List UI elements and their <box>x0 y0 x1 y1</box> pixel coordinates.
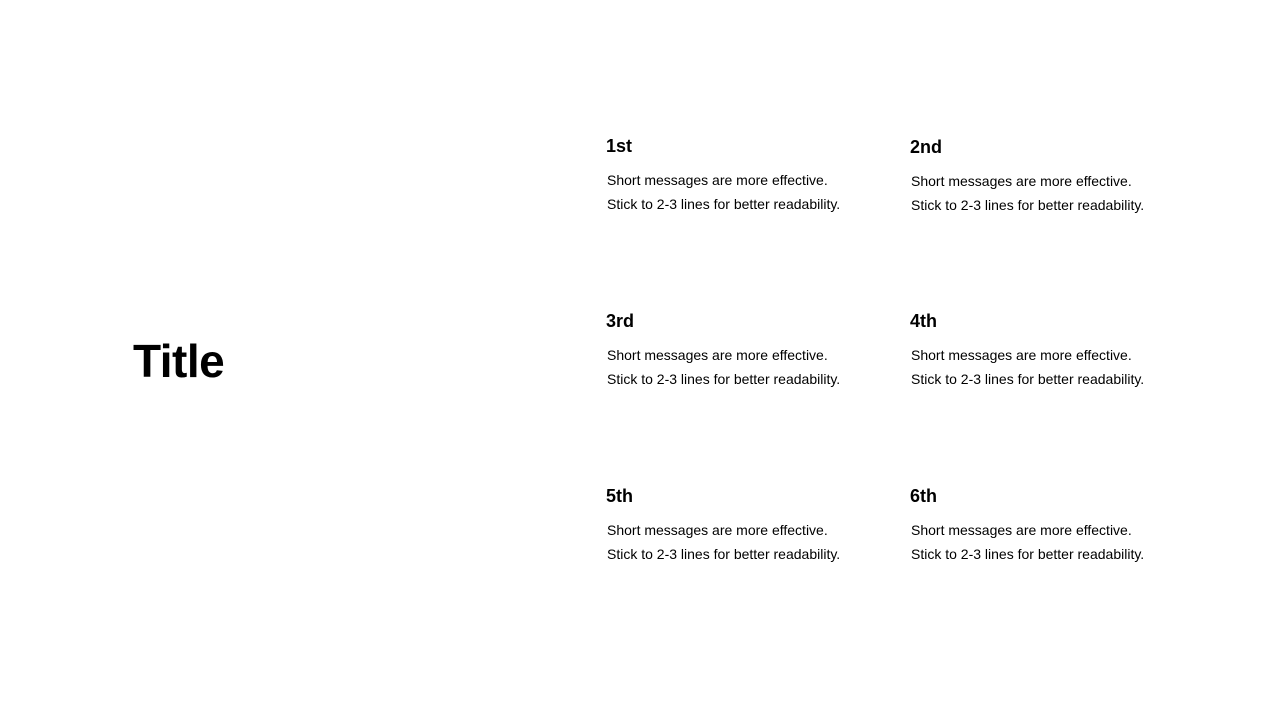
item-body <box>607 518 906 566</box>
item-body-line: Short messages are more effective. <box>911 522 1132 538</box>
item-heading: 6th <box>910 486 937 506</box>
content-item-2 <box>910 136 1210 217</box>
item-body-line: Stick to 2-3 lines for better readability. <box>607 196 841 212</box>
content-item-3 <box>606 310 906 391</box>
item-body-line: Short messages are more effective. <box>911 347 1132 363</box>
item-body-line: Stick to 2-3 lines for better readability. <box>607 371 841 387</box>
item-heading: 5th <box>606 486 633 506</box>
item-heading: 4th <box>910 311 937 331</box>
item-body-line: Stick to 2-3 lines for better readability. <box>911 371 1145 387</box>
item-body <box>911 343 1210 391</box>
item-body <box>607 343 906 391</box>
item-body-line: Stick to 2-3 lines for better readability. <box>911 197 1145 213</box>
content-item-4 <box>910 310 1210 391</box>
item-heading: 3rd <box>606 311 635 331</box>
item-body-line: Short messages are more effective. <box>911 173 1132 189</box>
item-body-line: Stick to 2-3 lines for better readability. <box>911 546 1145 562</box>
item-body <box>607 168 906 216</box>
item-body <box>911 518 1210 566</box>
item-heading: 1st <box>606 136 633 156</box>
slide-title: Title <box>133 335 225 387</box>
content-item-1 <box>606 135 906 216</box>
item-body-line: Short messages are more effective. <box>607 522 828 538</box>
item-body <box>911 169 1210 217</box>
content-item-5 <box>606 485 906 566</box>
item-body-line: Stick to 2-3 lines for better readability. <box>607 546 841 562</box>
item-body-line: Short messages are more effective. <box>607 347 828 363</box>
item-heading: 2nd <box>910 137 943 157</box>
item-body-line: Short messages are more effective. <box>607 172 828 188</box>
content-item-6 <box>910 485 1210 566</box>
